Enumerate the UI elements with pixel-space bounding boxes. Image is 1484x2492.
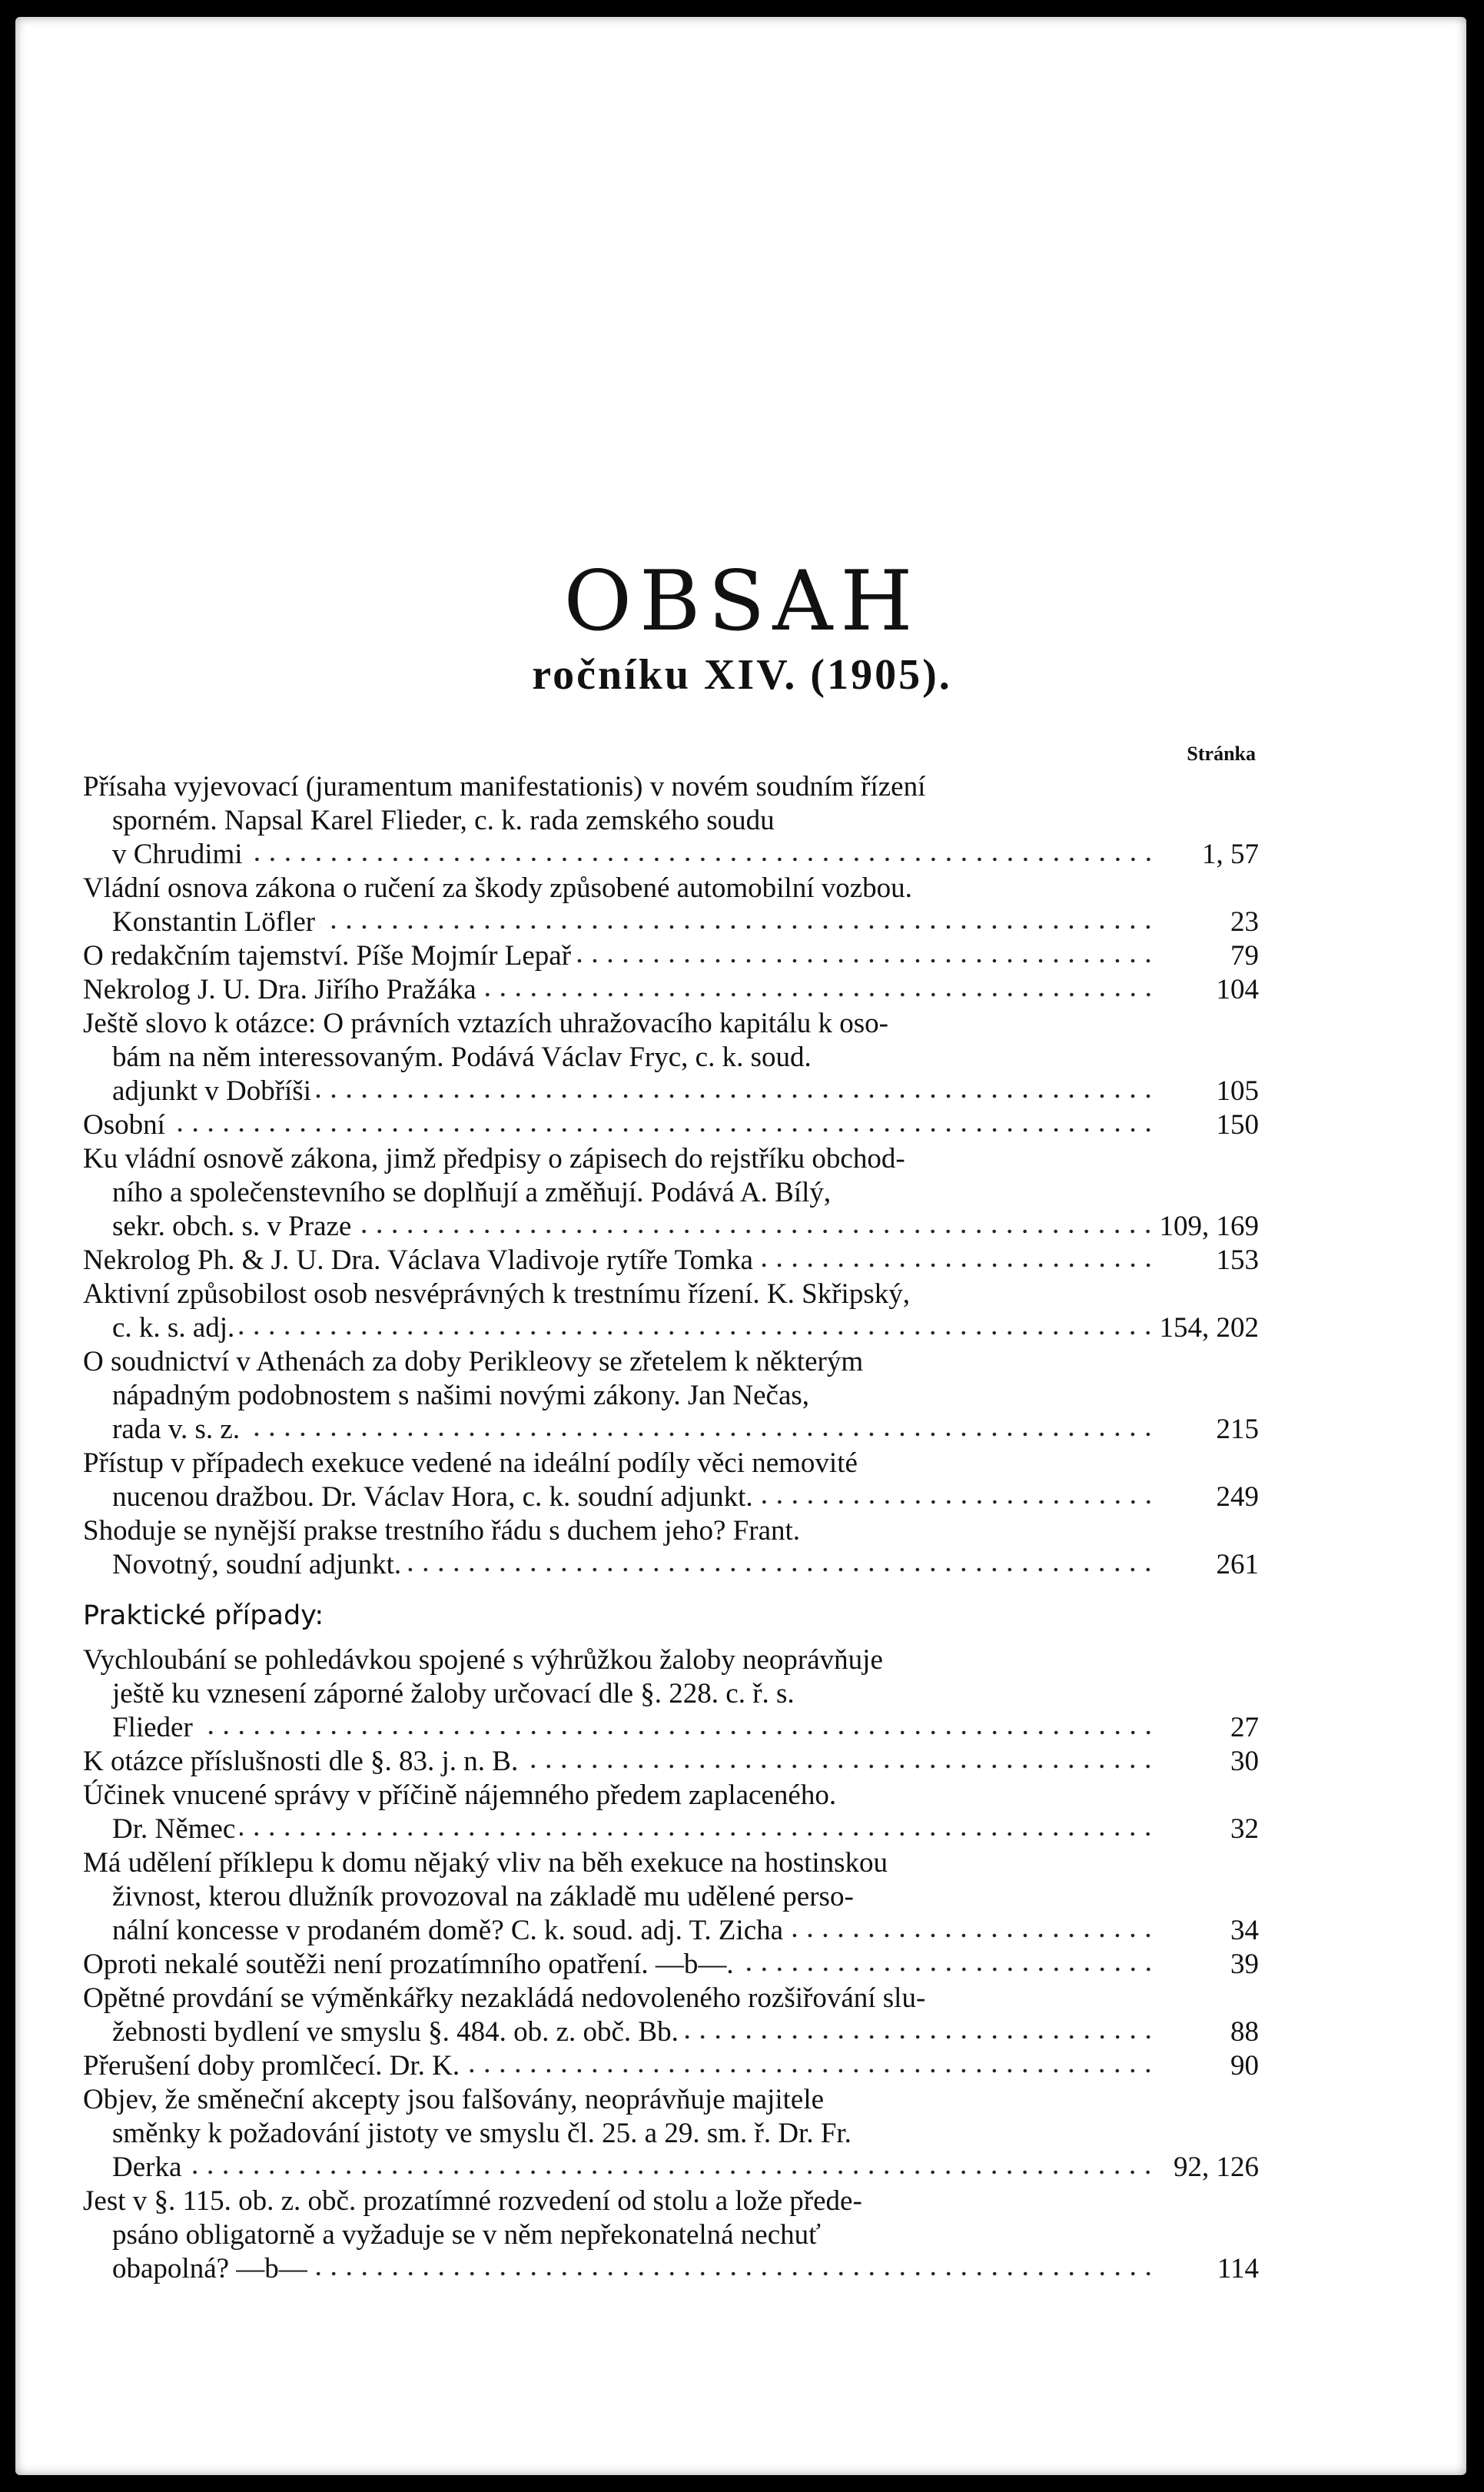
toc-entry-line: nápadným podobnostem s našimi novými zákony. Jan Nečas,: [112, 1380, 810, 1411]
toc-entry-last-line: [83, 1745, 1159, 1779]
toc-entry: [83, 1779, 1259, 1846]
toc-entry-line: Novotný, soudní adjunkt.: [112, 1549, 402, 1580]
toc-entry-last-line: [83, 1480, 1159, 1514]
toc-entry: [83, 1142, 1259, 1244]
dot-leader: [788, 1929, 1156, 1942]
toc-entry-text: [83, 1948, 1159, 1982]
toc-entry-line: směnky k požadování jistoty ve smyslu čl. 25. a 29. sm. ř. Dr. Fr.: [112, 2118, 852, 2149]
toc-entry-text: [83, 973, 1159, 1007]
toc-entry: [83, 1007, 1259, 1108]
dot-leader: [576, 955, 1156, 967]
dot-leader: [464, 2065, 1156, 2077]
toc-entry-last-line: [83, 939, 1159, 973]
dot-leader: [247, 853, 1156, 866]
table-of-contents: [83, 770, 1259, 2286]
page-number: 32: [1230, 1813, 1259, 1845]
page-number: 90: [1230, 2050, 1259, 2082]
toc-entries: [83, 770, 1259, 1582]
toc-entry-last-line: [83, 905, 1159, 939]
toc-entry-text: [83, 2083, 1159, 2185]
toc-entry-line: rada v. s. z.: [112, 1414, 241, 1445]
toc-entry-text: [83, 1278, 1159, 1345]
page-number: 104: [1216, 974, 1259, 1005]
toc-entry-line: Má udělení příklepu k domu nějaký vliv na běh exekuce na hostinskou: [83, 1847, 888, 1879]
toc-entry-line: O soudnictví v Athenách za doby Perikleovy se zřetelem k některým: [83, 1346, 864, 1377]
page-number: 114: [1217, 2253, 1259, 2284]
toc-entry: [83, 1982, 1259, 2049]
dot-leader: [758, 1259, 1156, 1271]
toc-entry: [83, 939, 1259, 973]
page-number: 23: [1230, 906, 1259, 938]
toc-entry: [83, 2083, 1259, 2185]
toc-entry-last-line: [83, 1413, 1159, 1447]
toc-entry-line: v Chrudimi: [112, 839, 243, 870]
volume-subtitle: ročníku XIV. (1905).: [532, 651, 952, 699]
dot-leader: [481, 988, 1156, 1001]
toc-entry: [83, 770, 1259, 872]
page-number: 79: [1230, 940, 1259, 972]
toc-entry-line: Přísaha vyjevovací (juramentum manifestationis) v novém soudním řízení: [83, 771, 926, 802]
toc-entry-last-line: [83, 2015, 1159, 2049]
toc-entry-last-line: [83, 2252, 1159, 2286]
dot-leader: [739, 1963, 1156, 1975]
toc-entry-line: Objev, že směneční akcepty jsou falšovány, neoprávňuje majitele: [83, 2084, 825, 2115]
toc-entry-last-line: [83, 1548, 1159, 1582]
toc-entry-line: Vychloubání se pohledávkou spojené s výhrůžkou žaloby neoprávňuje: [83, 1644, 883, 1676]
toc-entry-line: sporném. Napsal Karel Flieder, c. k. rada zemského soudu: [112, 805, 775, 836]
page-number: 109, 169: [1159, 1211, 1259, 1242]
toc-entry-last-line: [83, 2049, 1159, 2083]
toc-entry-last-line: [83, 1311, 1159, 1345]
dot-leader: [406, 1563, 1156, 1576]
toc-entry-text: [83, 1982, 1159, 2049]
toc-entry-last-line: [83, 1075, 1159, 1108]
toc-entry-line: K otázce příslušnosti dle §. 83. j. n. B.: [83, 1746, 519, 1777]
section-title: Praktické případy:: [83, 1600, 324, 1631]
dot-leader: [170, 1124, 1156, 1136]
page-number: 88: [1230, 2016, 1259, 2048]
toc-cases: [83, 1643, 1259, 2286]
toc-entry-last-line: [83, 1210, 1159, 1244]
toc-entry-text: [83, 872, 1159, 939]
toc-entry-last-line: [83, 1914, 1159, 1948]
toc-entry-last-line: [83, 1948, 1159, 1982]
toc-entry-line: Nekrolog J. U. Dra. Jiřího Pražáka: [83, 974, 476, 1005]
dot-leader: [356, 1225, 1156, 1238]
dot-leader: [316, 1090, 1156, 1102]
toc-entry-text: [83, 1779, 1159, 1846]
page-number: 150: [1216, 1109, 1259, 1141]
dot-leader: [186, 2166, 1156, 2178]
toc-entry: [83, 1244, 1259, 1278]
toc-entry-last-line: [83, 1108, 1159, 1142]
toc-entry-line: Účinek vnucené správy v příčině nájemného předem zaplaceného.: [83, 1779, 837, 1811]
toc-entry: [83, 872, 1259, 939]
page-number: 105: [1216, 1075, 1259, 1107]
dot-leader: [239, 1327, 1156, 1339]
toc-entry-line: žebnosti bydlení ve smyslu §. 484. ob. z. obč. Bb.: [112, 2016, 679, 2048]
toc-entry-last-line: [83, 1244, 1159, 1278]
toc-entry-text: [83, 1142, 1159, 1244]
page-number: 1, 57: [1202, 839, 1259, 870]
toc-entry-line: psáno obligatorně a vyžaduje se v něm nepřekonatelná nechuť: [112, 2219, 821, 2251]
toc-entry: [83, 2049, 1259, 2083]
page-number: 39: [1230, 1949, 1259, 1980]
dot-leader: [198, 1726, 1156, 1739]
toc-entry-last-line: [83, 973, 1159, 1007]
toc-entry-line: Ku vládní osnově zákona, jimž předpisy o zápisech do rejstříku obchod-: [83, 1143, 905, 1175]
toc-entry-text: [83, 1514, 1159, 1582]
toc-entry-line: Flieder: [112, 1712, 193, 1743]
toc-entry: [83, 1745, 1259, 1779]
toc-entry-text: [83, 1345, 1159, 1447]
toc-entry: [83, 2185, 1259, 2286]
toc-entry-last-line: [83, 838, 1159, 872]
page-number: 27: [1230, 1712, 1259, 1743]
toc-entry-line: Nekrolog Ph. & J. U. Dra. Václava Vladivoje rytíře Tomka: [83, 1244, 753, 1276]
toc-entry-line: nální koncesse v prodaném domě? C. k. soud. adj. T. Zicha: [112, 1915, 784, 1946]
dot-leader: [240, 1828, 1156, 1840]
toc-entry: [83, 1846, 1259, 1948]
page-title: OBSAH: [563, 553, 921, 650]
toc-entry-text: [83, 1007, 1159, 1108]
toc-entry-line: adjunkt v Dobříši: [112, 1075, 311, 1107]
toc-entry-line: Shoduje se nynější prakse trestního řádu s duchem jeho? Frant.: [83, 1515, 801, 1547]
toc-entry-line: c. k. s. adj.: [112, 1312, 235, 1344]
toc-entry: [83, 1108, 1259, 1142]
toc-entry-line: Osobní: [83, 1109, 165, 1141]
dot-leader: [758, 1496, 1156, 1508]
page-column-label: Stránka: [1187, 743, 1256, 765]
toc-entry-line: ještě ku vznesení záporné žaloby určovací dle §. 228. c. ř. s.: [112, 1678, 795, 1710]
toc-entry-text: [83, 2049, 1159, 2083]
toc-entry-line: Vládní osnova zákona o ručení za škody způsobené automobilní vozbou.: [83, 872, 912, 904]
toc-entry-last-line: [83, 1711, 1159, 1745]
toc-entry: [83, 973, 1259, 1007]
toc-entry-line: nucenou dražbou. Dr. Václav Hora, c. k. soudní adjunkt.: [112, 1481, 753, 1513]
toc-entry: [83, 1447, 1259, 1514]
toc-entry-text: [83, 2185, 1159, 2286]
toc-entry-line: obapolná? —b—: [112, 2253, 307, 2284]
toc-entry-line: Jest v §. 115. ob. z. obč. prozatímné rozvedení od stolu a lože přede-: [83, 2185, 862, 2217]
dot-leader: [523, 1760, 1156, 1773]
toc-entry-line: sekr. obch. s. v Praze: [112, 1211, 352, 1242]
toc-entry-text: [83, 1846, 1159, 1948]
toc-entry-line: Opětné provdání se výměnkářky nezakládá nedovoleného rozšiřování slu-: [83, 1982, 926, 2014]
dot-leader: [683, 2031, 1156, 2043]
toc-entry-text: [83, 1244, 1159, 1278]
page-number: 30: [1230, 1746, 1259, 1777]
page-number: 92, 126: [1174, 2151, 1259, 2183]
dot-leader: [312, 2268, 1156, 2280]
toc-entry-text: [83, 939, 1159, 973]
page-number: 154, 202: [1159, 1312, 1259, 1344]
page-number: 34: [1230, 1915, 1259, 1946]
dot-leader: [320, 921, 1156, 933]
toc-entry-line: ního a společenstevního se doplňují a změňují. Podává A. Bílý,: [112, 1177, 832, 1208]
toc-entry-line: Derka: [112, 2151, 182, 2183]
toc-entry-last-line: [83, 2151, 1159, 2185]
toc-entry-line: Dr. Němec: [112, 1813, 236, 1845]
toc-entry: [83, 1514, 1259, 1582]
toc-entry-text: [83, 770, 1159, 872]
toc-entry-last-line: [83, 1813, 1159, 1846]
toc-entry: [83, 1948, 1259, 1982]
toc-entry-line: O redakčním tajemství. Píše Mojmír Lepař: [83, 940, 572, 972]
page-number: 215: [1216, 1414, 1259, 1445]
toc-entry-line: Přerušení doby promlčecí. Dr. K.: [83, 2050, 460, 2082]
toc-entry-line: Oproti nekalé soutěži není prozatímního opatření. —b—.: [83, 1949, 734, 1980]
page-number: 249: [1216, 1481, 1259, 1513]
toc-entry-line: bám na něm interessovaným. Podává Václav Fryc, c. k. soud.: [112, 1042, 812, 1073]
toc-entry-text: [83, 1745, 1159, 1779]
toc-entry-line: Ještě slovo k otázce: O právních vztazích uhražovacího kapitálu k oso-: [83, 1008, 888, 1039]
toc-entry-line: Konstantin Löfler: [112, 906, 316, 938]
toc-entry-text: [83, 1108, 1159, 1142]
toc-entry: [83, 1345, 1259, 1447]
toc-entry-text: [83, 1447, 1159, 1514]
page-number: 261: [1216, 1549, 1259, 1580]
page-number: 153: [1216, 1244, 1259, 1276]
dot-leader: [244, 1428, 1156, 1440]
toc-entry: [83, 1278, 1259, 1345]
toc-entry-line: Aktivní způsobilost osob nesvéprávných k trestnímu řízení. K. Skřipský,: [83, 1278, 910, 1310]
toc-entry-line: živnost, kterou dlužník provozoval na základě mu udělené perso-: [112, 1881, 854, 1912]
toc-entry-line: Přístup v případech exekuce vedené na ideální podíly věci nemovité: [83, 1447, 858, 1479]
toc-entry-text: [83, 1643, 1159, 1745]
toc-entry: [83, 1643, 1259, 1745]
